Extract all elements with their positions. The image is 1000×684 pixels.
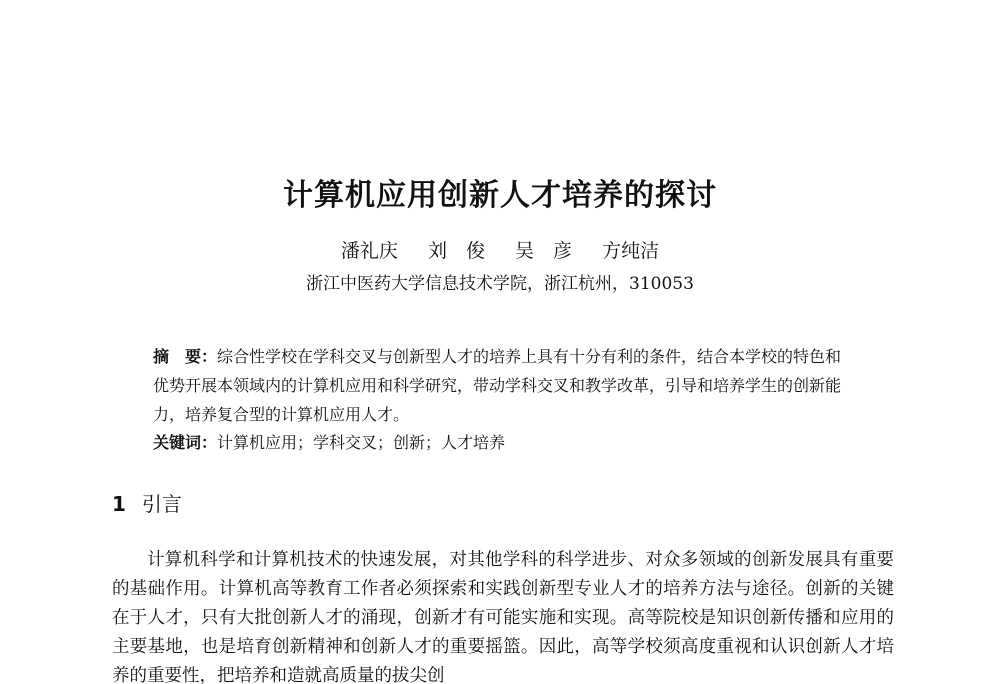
abstract-block (153, 342, 853, 429)
keywords-label: 关键词： (153, 433, 218, 452)
section-title: 引言 (141, 492, 182, 516)
abstract-label: 摘 要： (153, 347, 218, 366)
author-affiliation: 浙江中医药大学信息技术学院，浙江杭州，310053 (306, 274, 694, 294)
author-name: 方纯洁 (602, 240, 660, 262)
keywords-block (153, 430, 853, 456)
author-list (0, 236, 1000, 263)
author-name: 刘 俊 (427, 240, 485, 262)
author-name: 吴 彦 (515, 240, 573, 262)
keywords-text: 计算机应用；学科交叉；创新；人才培养 (217, 433, 506, 452)
body-paragraph: 计算机科学和计算机技术的快速发展，对其他学科的科学进步、对众多领域的创新发展具有重要的基础作用。计算机高等教育工作者必须探索和实践创新型专业人才的培养方法与途径。创新的关键在于人才，只有大批创新人才的涌现，创新才有可能实施和实现。高等院校是知识创新传播和应用的主要基地，也是培育创新精神和创新人才的重要摇篮。因此，高等学校须高度重视和认识创新人才培养的重要性，把培养和造就高质量的拔尖创 (112, 550, 894, 684)
author-name: 潘礼庆 (340, 240, 398, 262)
section-heading (112, 488, 182, 517)
section-number: 1 (112, 492, 126, 516)
abstract-text: 综合性学校在学科交叉与创新型人才的培养上具有十分有利的条件，结合本学校的特色和优势开展本领域内的计算机应用和科学研究，带动学科交叉和教学改革，引导和培养学生的创新能力，培养复合型的计算机应用人才。 (153, 347, 842, 424)
paper-title: 计算机应用创新人才培养的探讨 (283, 178, 717, 213)
